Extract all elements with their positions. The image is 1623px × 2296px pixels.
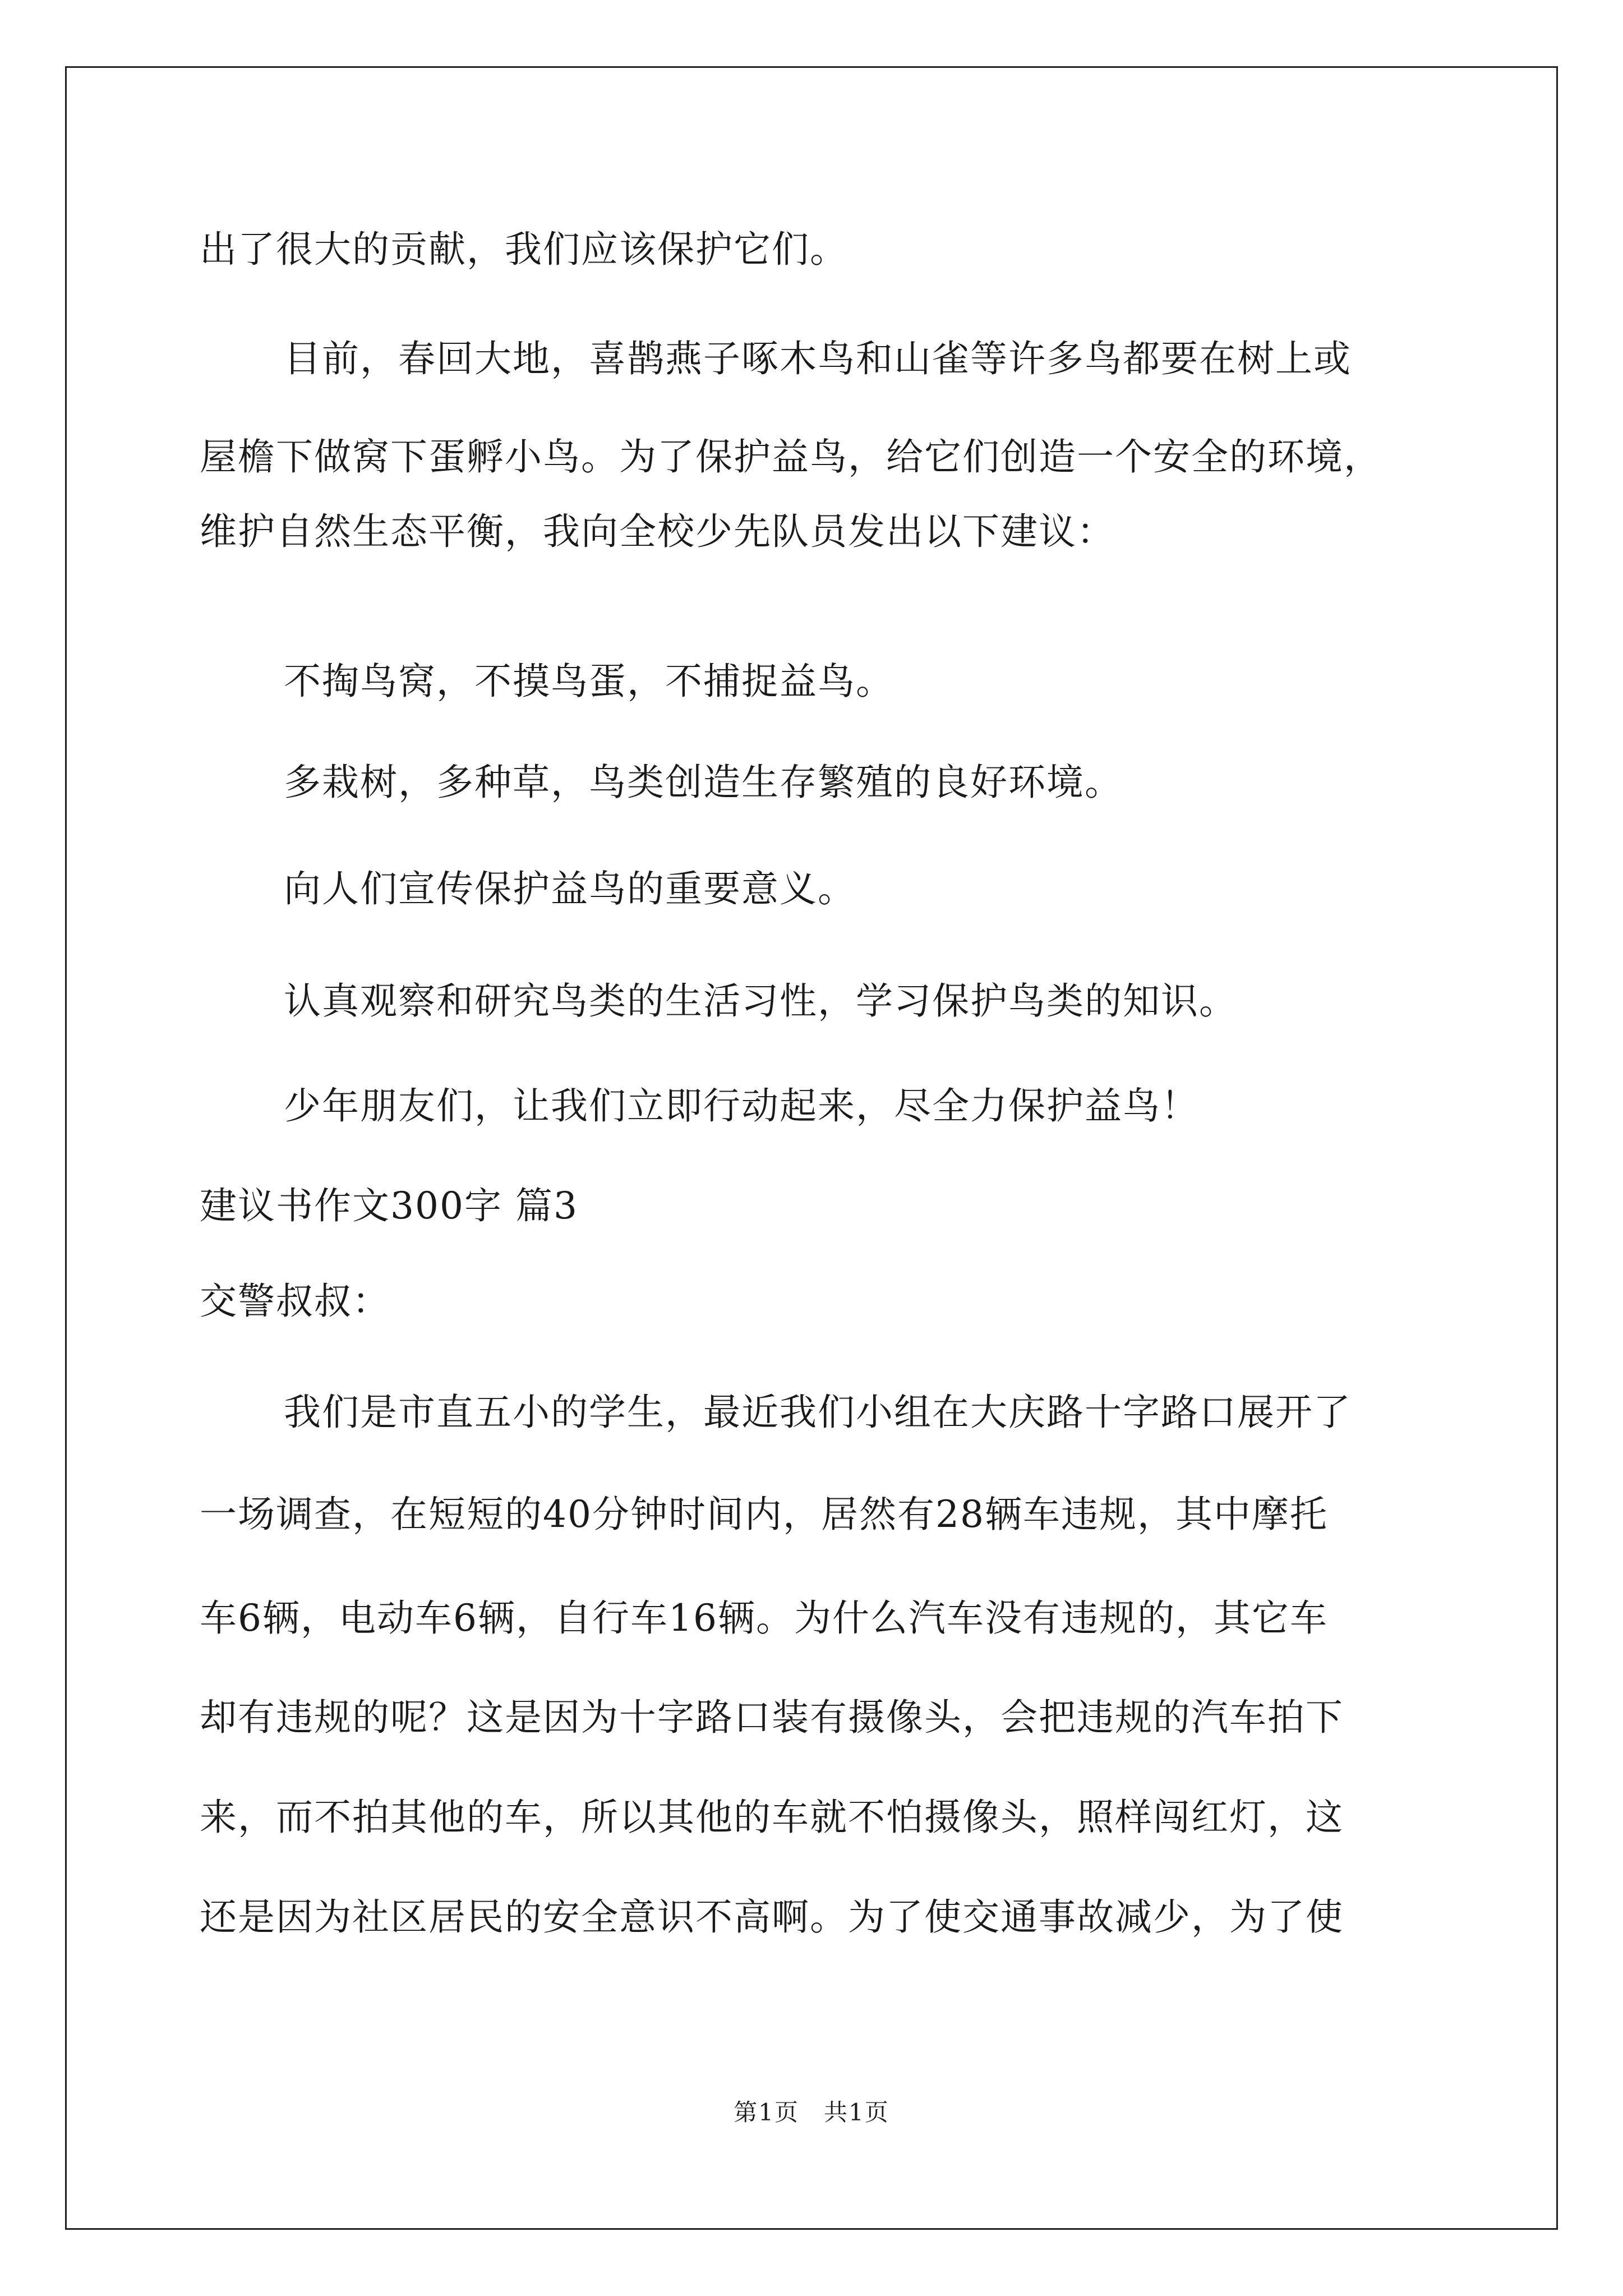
text-line: 一场调查，在短短的40分钟时间内，居然有28辆车违规，其中摩托 (200, 1493, 1328, 1536)
text-line: 屋檐下做窝下蛋孵小鸟。为了保护益鸟，给它们创造一个安全的环境， (200, 435, 1382, 478)
text-line: 向人们宣传保护益鸟的重要意义。 (284, 867, 856, 910)
text-line: 少年朋友们，让我们立即行动起来，尽全力保护益鸟！ (284, 1084, 1199, 1128)
text-line: 出了很大的贡献，我们应该保护它们。 (200, 228, 848, 271)
page-footer: 第1页 共1页 (734, 2099, 889, 2126)
text-line: 我们是市直五小的学生，最近我们小组在大庆路十字路口展开了 (284, 1391, 1352, 1434)
section-heading: 建议书作文300字 篇3 (200, 1184, 578, 1227)
text-line: 目前，春回大地，喜鹊燕子啄木鸟和山雀等许多鸟都要在树上或 (284, 337, 1352, 380)
text-line: 多栽树，多种草，鸟类创造生存繁殖的良好环境。 (284, 761, 1123, 804)
text-line: 却有违规的呢？这是因为十字路口装有摄像头，会把违规的汽车拍下 (200, 1696, 1344, 1739)
text-line: 不掏鸟窝，不摸鸟蛋，不捕捉益鸟。 (284, 660, 894, 703)
text-line: 来，而不拍其他的车，所以其他的车就不怕摄像头，照样闯红灯，这 (200, 1796, 1344, 1839)
text-line: 认真观察和研究鸟类的生活习性，学习保护鸟类的知识。 (284, 979, 1237, 1023)
salutation: 交警叔叔： (200, 1280, 390, 1323)
text-line: 还是因为社区居民的安全意识不高啊。为了使交通事故减少，为了使 (200, 1895, 1344, 1939)
text-line: 维护自然生态平衡，我向全校少先队员发出以下建议： (200, 510, 1115, 553)
text-line: 车6辆，电动车6辆，自行车16辆。为什么汽车没有违规的，其它车 (200, 1596, 1328, 1640)
